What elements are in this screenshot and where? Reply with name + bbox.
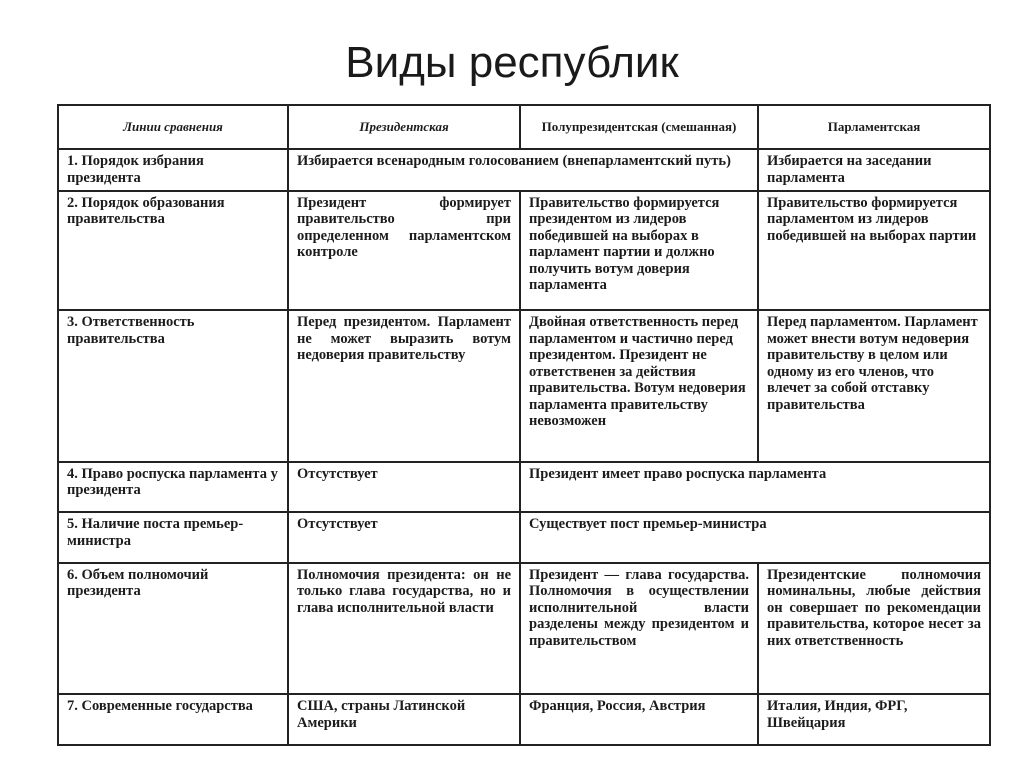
row-criterion: 2. Порядок образования правительства xyxy=(58,191,288,310)
row-criterion: 4. Право роспуска парламента у президента xyxy=(58,462,288,513)
row-cell-presidential: США, страны Латинской Америки xyxy=(288,694,520,745)
row-cell-parliamentary: Перед парламентом. Парламент может внести вотум недоверия правительству в целом или одному из его членов, что влечет за собой отставку правительства xyxy=(758,310,990,462)
row-cell-presidential: Президент формирует правительство при определенном парламентском контроле xyxy=(288,191,520,310)
row-criterion: 5. Наличие поста премьер-министра xyxy=(58,512,288,563)
row-cell-presidential: Перед президентом. Парламент не может выразить вотум недоверия правительству xyxy=(288,310,520,462)
row-criterion: 7. Современные государства xyxy=(58,694,288,745)
row-cell-parliamentary: Правительство формируется парламентом из лидеров победившей на выборах партии xyxy=(758,191,990,310)
row-cell-semi-parliamentary: Существует пост премьер-министра xyxy=(520,512,990,563)
table-row xyxy=(58,191,990,310)
table-row xyxy=(58,563,990,694)
comparison-table xyxy=(57,104,991,746)
slide-title: Виды республик xyxy=(345,38,679,87)
row-cell-parliamentary: Президентские полномочия номинальны, любые действия он совершает по рекомендации правительства, которое несет за них ответственность xyxy=(758,563,990,694)
table-header-row xyxy=(58,105,990,149)
table-row xyxy=(58,512,990,563)
table-row xyxy=(58,149,990,190)
header-presidential: Президентская xyxy=(288,105,520,149)
row-cell-parliamentary: Италия, Индия, ФРГ, Швейцария xyxy=(758,694,990,745)
header-criteria: Линии сравнения xyxy=(58,105,288,149)
table-row xyxy=(58,310,990,462)
row-criterion: 3. Ответственность правительства xyxy=(58,310,288,462)
row-cell-semi: Франция, Россия, Австрия xyxy=(520,694,758,745)
row-cell-semi: Президент — глава государства. Полномочия в осуществлении исполнительной власти разделены между президентом и правительством xyxy=(520,563,758,694)
row-cell-presidential-semi: Избирается всенародным голосованием (внепарламентский путь) xyxy=(288,149,758,190)
row-cell-parliamentary: Избирается на заседании парламента xyxy=(758,149,990,190)
header-semi-presidential: Полупрезидентская (смешанная) xyxy=(520,105,758,149)
row-cell-semi: Двойная ответственность перед парламентом и частично перед президентом. Президент не ответственен за действия правительства. Вотум недоверия парламента правительству невозможен xyxy=(520,310,758,462)
row-criterion: 1. Порядок избрания президента xyxy=(58,149,288,190)
row-cell-presidential: Отсутствует xyxy=(288,462,520,513)
row-cell-presidential: Полномочия президента: он не только глава государства, но и глава исполнительной власти xyxy=(288,563,520,694)
row-cell-presidential: Отсутствует xyxy=(288,512,520,563)
header-parliamentary: Парламентская xyxy=(758,105,990,149)
row-criterion: 6. Объем полномочий президента xyxy=(58,563,288,694)
row-cell-semi-parliamentary: Президент имеет право роспуска парламента xyxy=(520,462,990,513)
row-cell-semi: Правительство формируется президентом из лидеров победившей на выборах в парламент партии и должно получить вотум доверия парламента xyxy=(520,191,758,310)
table-row xyxy=(58,694,990,745)
table-row xyxy=(58,462,990,513)
